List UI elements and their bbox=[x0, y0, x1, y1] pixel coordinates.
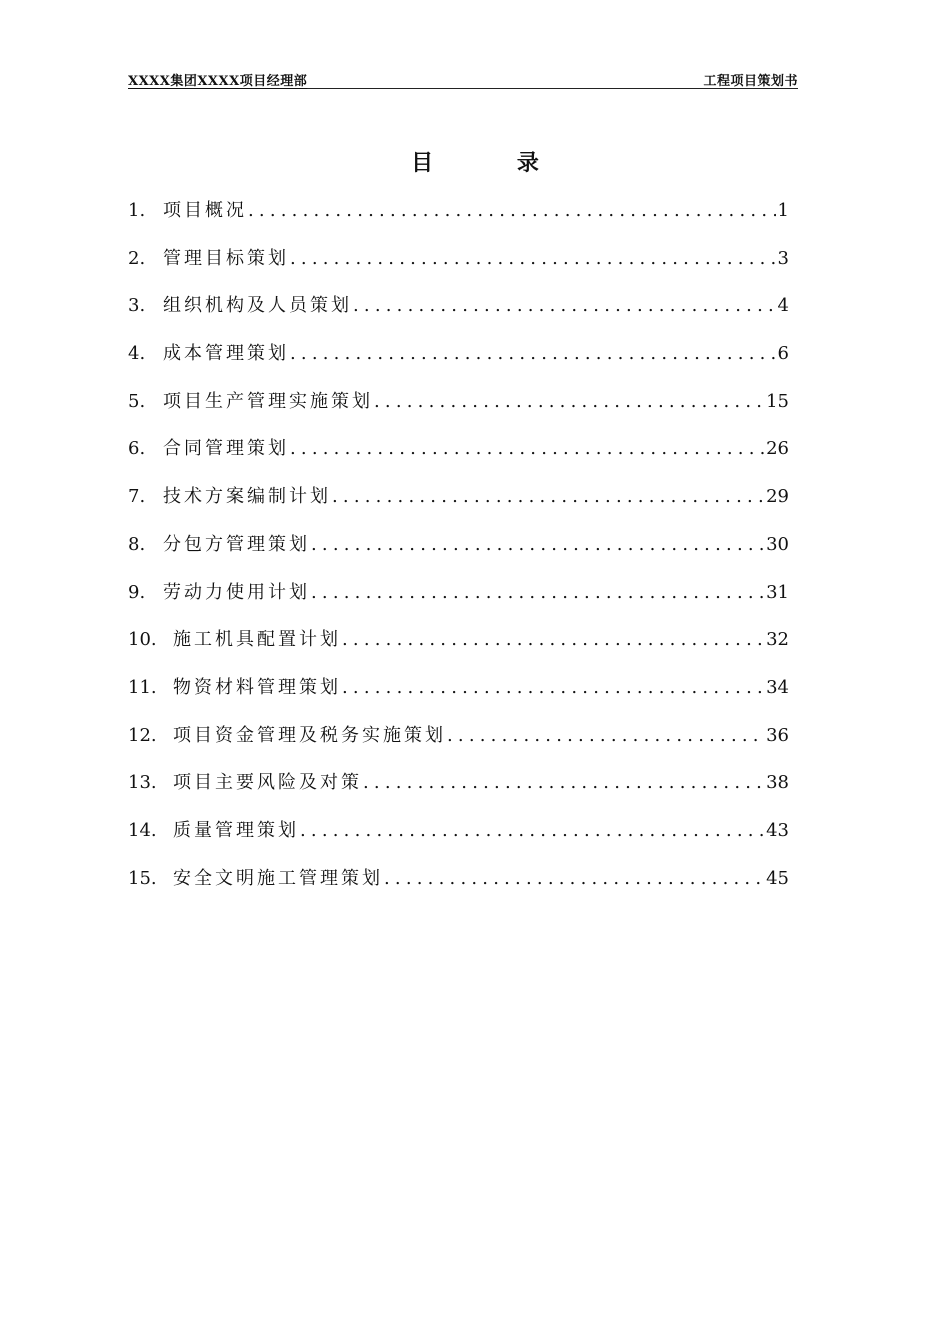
toc-entry-label: 项目主要风险及对策 bbox=[173, 772, 362, 794]
toc-entry-number: 13. bbox=[128, 772, 157, 794]
toc-entry[interactable] bbox=[128, 721, 789, 769]
toc-entry-page: 26 bbox=[766, 438, 789, 460]
toc-entry[interactable] bbox=[128, 339, 789, 387]
page-header bbox=[128, 70, 798, 89]
toc-entry-page: 45 bbox=[766, 867, 789, 889]
toc-entry[interactable] bbox=[128, 530, 789, 578]
toc-dot-leader bbox=[447, 725, 764, 746]
toc-dot-leader bbox=[248, 200, 776, 221]
toc-entry-page: 34 bbox=[766, 676, 789, 698]
toc-entry-page: 32 bbox=[766, 629, 789, 651]
table-of-contents bbox=[128, 196, 789, 911]
toc-entry-label: 项目概况 bbox=[163, 200, 247, 221]
toc-entry-label: 项目资金管理及税务实施策划 bbox=[173, 724, 446, 746]
toc-dot-leader bbox=[342, 629, 764, 650]
toc-dot-leader bbox=[353, 295, 776, 316]
header-organization: XXXX集团XXXX项目经理部 bbox=[128, 74, 308, 89]
toc-entry-number: 8. bbox=[128, 533, 146, 555]
toc-entry-label: 分包方管理策划 bbox=[163, 533, 310, 555]
toc-entry-label: 组织机构及人员策划 bbox=[163, 295, 352, 317]
toc-dot-leader bbox=[290, 248, 776, 269]
toc-entry-number: 11. bbox=[128, 676, 157, 698]
toc-entry[interactable] bbox=[128, 625, 789, 673]
toc-entry[interactable] bbox=[128, 816, 789, 864]
toc-entry-label: 项目生产管理实施策划 bbox=[163, 390, 373, 412]
toc-entry-label: 安全文明施工管理策划 bbox=[173, 867, 383, 889]
toc-entry-number: 2. bbox=[128, 247, 146, 269]
toc-entry-page: 15 bbox=[766, 390, 789, 412]
toc-entry-page: 36 bbox=[766, 724, 789, 746]
toc-entry-number: 3. bbox=[128, 295, 146, 317]
toc-entry-number: 5. bbox=[128, 390, 146, 412]
toc-entry-number: 10. bbox=[128, 629, 157, 651]
toc-entry-label: 劳动力使用计划 bbox=[163, 581, 310, 603]
toc-entry[interactable] bbox=[128, 244, 789, 292]
header-document-title: 工程项目策划书 bbox=[703, 74, 798, 89]
toc-entry-number: 1. bbox=[128, 200, 146, 221]
toc-entry-page: 1 bbox=[777, 200, 789, 221]
toc-entry-number: 6. bbox=[128, 438, 146, 460]
toc-entry-page: 43 bbox=[766, 819, 789, 841]
toc-dot-leader bbox=[384, 868, 764, 889]
toc-entry[interactable] bbox=[128, 673, 789, 721]
toc-entry-number: 9. bbox=[128, 581, 146, 603]
toc-entry-page: 31 bbox=[766, 581, 789, 603]
toc-dot-leader bbox=[342, 677, 764, 698]
toc-entry-label: 质量管理策划 bbox=[173, 819, 299, 841]
toc-entry[interactable] bbox=[128, 434, 789, 482]
toc-entry-label: 管理目标策划 bbox=[163, 247, 289, 269]
toc-entry-label: 成本管理策划 bbox=[163, 343, 289, 365]
toc-dot-leader bbox=[290, 343, 776, 364]
toc-entry-page: 3 bbox=[777, 247, 789, 269]
toc-entry-label: 物资材料管理策划 bbox=[173, 676, 341, 698]
toc-entry-page: 30 bbox=[766, 533, 789, 555]
toc-entry-number: 14. bbox=[128, 819, 157, 841]
toc-dot-leader bbox=[311, 582, 764, 603]
toc-entry-label: 合同管理策划 bbox=[163, 438, 289, 460]
toc-entry-label: 技术方案编制计划 bbox=[163, 486, 331, 508]
toc-entry-page: 6 bbox=[777, 343, 789, 365]
toc-dot-leader bbox=[374, 391, 764, 412]
toc-dot-leader bbox=[332, 486, 764, 507]
toc-entry-page: 38 bbox=[766, 772, 789, 794]
toc-entry-number: 4. bbox=[128, 343, 146, 365]
toc-dot-leader bbox=[290, 438, 764, 459]
toc-entry[interactable] bbox=[128, 864, 789, 912]
toc-dot-leader bbox=[300, 820, 764, 841]
toc-entry-number: 15. bbox=[128, 867, 157, 889]
toc-entry-page: 29 bbox=[766, 486, 789, 508]
toc-dot-leader bbox=[311, 534, 764, 555]
toc-entry[interactable] bbox=[128, 387, 789, 435]
toc-entry[interactable] bbox=[128, 482, 789, 530]
toc-entry-number: 12. bbox=[128, 724, 157, 746]
toc-entry[interactable] bbox=[128, 578, 789, 626]
toc-entry[interactable] bbox=[128, 291, 789, 339]
toc-entry[interactable] bbox=[128, 196, 789, 244]
toc-dot-leader bbox=[363, 772, 764, 793]
toc-entry-label: 施工机具配置计划 bbox=[173, 629, 341, 651]
toc-entry[interactable] bbox=[128, 768, 789, 816]
toc-entry-page: 4 bbox=[777, 295, 789, 317]
toc-title: 目 录 bbox=[411, 150, 577, 176]
toc-entry-number: 7. bbox=[128, 486, 146, 508]
